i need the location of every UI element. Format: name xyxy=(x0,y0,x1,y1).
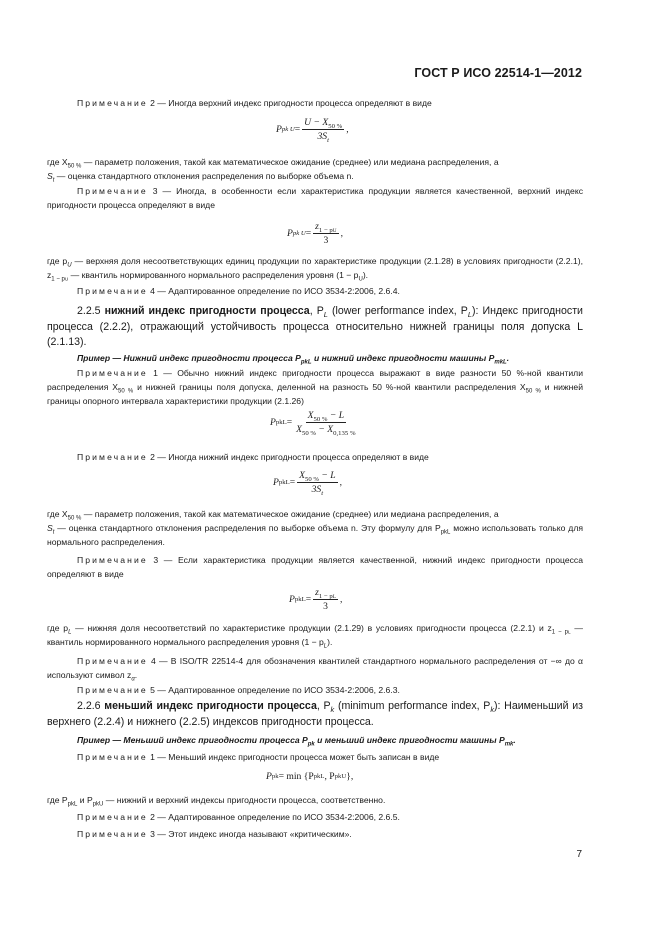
t: 1 — Меньший индекс пригодности процесса может быть записан в виде xyxy=(147,752,440,762)
t: — параметр положения, такой как математическое ожидание (среднее) или медиана распределения, а xyxy=(81,509,499,519)
t: 50 % xyxy=(67,163,82,170)
num-tail: − L xyxy=(319,470,336,481)
numerator xyxy=(313,221,338,234)
denominator xyxy=(315,130,330,142)
formula-eq: = xyxy=(289,477,296,488)
note-1-lower xyxy=(47,366,583,409)
clause-number: 2.2.6 xyxy=(77,700,101,712)
t: 2 — Адаптированное определение по ИСО 3534-2:2006, 2.6.5. xyxy=(147,812,400,822)
t: S xyxy=(47,171,53,182)
t: — нижняя доля несоответствий по характеристике продукции (2.1.29) в условиях пригодности процесса (2.2.1) и z xyxy=(71,623,552,633)
note-2-lower xyxy=(47,450,583,464)
t: 1 − p xyxy=(551,629,569,636)
den-sub: t xyxy=(327,136,329,144)
t: 50 % xyxy=(525,388,541,395)
example-2-2-5 xyxy=(47,351,583,365)
fraction xyxy=(297,470,337,495)
t: (minimum performance index, P xyxy=(334,700,491,712)
den-mid: − X xyxy=(316,424,334,435)
t: pkL xyxy=(67,801,78,808)
t: — оценка стандартного отклонения распределения по выборке объема n. xyxy=(54,171,354,182)
num-tail: − L xyxy=(327,410,345,421)
t: mk xyxy=(504,741,514,748)
note-2-upper xyxy=(47,96,583,110)
formula-ppkU-2: P pk U = $\frac{z_{1 - pU}}{3}$ , xyxy=(287,221,343,246)
t: и P xyxy=(77,795,93,805)
formula-ppkL-1: P pkL = $\frac{X_{50 \%} - L}{X_{50 \%} - X_{0,135 \%}}$ xyxy=(270,410,356,437)
t: . xyxy=(506,353,510,363)
t: 2 — Иногда нижний индекс пригодности процесса определяют в виде xyxy=(147,452,429,462)
t: pkL xyxy=(440,529,451,536)
term: нижний индекс пригодности процесса xyxy=(100,305,310,317)
formula-lhs: P xyxy=(266,771,272,782)
fraction xyxy=(302,117,344,142)
t: L xyxy=(323,643,328,650)
t: где p xyxy=(47,623,69,633)
note-text: 4 — Адаптированное определение по ИСО 3534-2:2006, 2.6.4. xyxy=(147,286,400,296)
t: , P xyxy=(309,305,324,317)
formula-ppkU-1: P pk U = $\frac{U - X_{50 \%}}{3S_t}$ , xyxy=(276,117,349,144)
t: pkL xyxy=(300,359,312,366)
t: k xyxy=(490,705,495,715)
t: где X xyxy=(47,157,68,167)
t: — верхняя доля несоответствующих единиц продукции по характеристике продукции (2.1.28) в условиях пригодности (2.2.1), z xyxy=(47,256,583,281)
t: 1 — Обычно нижний индекс пригодности процесса выражают в виде разности 50 %-ной квантили распределения X xyxy=(47,368,583,393)
formula-lhs: P xyxy=(276,124,282,135)
formula-ppkL-2: P pkL = $\frac{X_{50 \%} - L}{3S_t}$ , xyxy=(273,470,343,497)
note-text: 3 — Иногда, в особенности если характеристика продукции является качественной, верхний индекс пригодности процесса определяют в виде xyxy=(47,186,583,211)
note-label: Примечание xyxy=(77,685,148,695)
t: ): Наименьший из верхнего (2.2.4) и нижнего (2.2.5) индексов пригодности процесса. xyxy=(47,700,583,728)
formula-tail: , xyxy=(346,124,349,135)
den-text: 3S xyxy=(311,484,322,495)
num-sub: 50 % xyxy=(305,475,319,483)
t: U xyxy=(67,262,72,269)
t: pkU xyxy=(92,801,104,808)
t: и нижний индекс пригодности машины P xyxy=(311,353,495,363)
definition-2-2-5 xyxy=(47,304,583,351)
denominator xyxy=(294,423,357,435)
t: где X xyxy=(47,509,68,519)
num-text: X xyxy=(307,410,314,421)
t: α xyxy=(131,676,135,683)
note-label: Примечание xyxy=(77,98,148,108)
t: . xyxy=(134,670,138,681)
note-4-upper xyxy=(47,284,583,298)
num-sub: 50 % xyxy=(328,122,343,130)
note-label: Примечание xyxy=(77,555,148,565)
formula-lhs: P xyxy=(270,417,276,428)
den-text: X xyxy=(296,424,302,435)
t: k xyxy=(330,705,335,715)
note-3-upper xyxy=(47,184,583,212)
t: — параметр положения, такой как математическое ожидание (среднее) или медиана распределения, а xyxy=(81,157,499,167)
num-text: z xyxy=(315,221,319,232)
note-2-min xyxy=(47,810,583,824)
note-label: Примечание xyxy=(77,752,148,762)
note-text: 2 — Иногда верхний индекс пригодности процесса определяют в виде xyxy=(147,98,432,108)
t: 3 — Этот индекс иногда называют «критическим». xyxy=(147,829,352,839)
note-4-lower xyxy=(47,654,583,682)
formula-body: = min {P xyxy=(278,771,314,782)
t: Пример — Меньший индекс пригодности процесса P xyxy=(77,735,308,745)
document-code-header: ГОСТ Р ИСО 22514-1—2012 xyxy=(414,66,582,80)
t: ). xyxy=(327,637,333,648)
where-clause-1 xyxy=(47,155,583,183)
t: Пример — Нижний индекс пригодности процесса P xyxy=(77,353,301,363)
formula-tail: , xyxy=(339,477,343,488)
note-1-min xyxy=(47,750,583,764)
t: — квантиль нормированного нормального распределения уровня (1 − p xyxy=(68,270,359,281)
definition-2-2-6 xyxy=(47,699,583,730)
t: 4 — В ISO/TR 22514-4 для обозначения квантилей стандартного нормального распределения от −∞ до α используют символ z xyxy=(47,656,583,681)
num-subsub: L xyxy=(332,593,336,600)
t: 3 — Если характеристика продукции является качественной, нижний индекс пригодности процесса определяют в виде xyxy=(47,555,583,580)
num-text: z xyxy=(315,587,319,598)
den-sub: 50 % xyxy=(302,429,316,437)
t: — оценка стандартного отклонения распределения по выборке объема n. Эту формулу для P xyxy=(54,523,441,534)
t: S xyxy=(47,523,53,534)
den-sub: t xyxy=(321,489,324,497)
fraction xyxy=(294,410,357,435)
t: . xyxy=(513,735,516,745)
t: L xyxy=(323,310,328,320)
denominator xyxy=(310,483,325,495)
formula-lhs: P xyxy=(273,477,279,488)
fraction xyxy=(313,587,338,612)
t: t xyxy=(52,529,55,536)
t: (lower performance index, P xyxy=(327,305,468,317)
num-sub: 50 % xyxy=(313,415,328,423)
t: 1 − p xyxy=(51,276,65,283)
formula-tail: , xyxy=(340,228,343,239)
note-3-lower xyxy=(47,553,583,581)
note-label: Примечание xyxy=(77,286,148,296)
formula-eq: = xyxy=(305,228,312,239)
t: , P xyxy=(316,700,331,712)
t: t xyxy=(52,177,55,184)
t: U xyxy=(358,276,363,283)
page-number: 7 xyxy=(576,849,582,860)
formula-tail: }, xyxy=(346,771,354,782)
t: L xyxy=(68,629,72,636)
note-3-min xyxy=(47,827,583,841)
t: и нижней границы поля допуска, деленной на разность 50 %-ной квантили распределения X xyxy=(133,382,526,393)
denominator: 3 xyxy=(323,235,329,246)
t: и нижней границы опорного интервала характеристики продукции (2.1.26) xyxy=(47,382,583,407)
numerator xyxy=(302,117,344,130)
note-label: Примечание xyxy=(77,829,148,839)
t: L xyxy=(568,630,571,636)
formula-eq: = xyxy=(305,594,312,605)
t: U xyxy=(64,277,69,283)
formula-lhs: P xyxy=(289,594,295,605)
t: где P xyxy=(47,795,68,805)
t: pk xyxy=(307,741,315,748)
t: 50 % xyxy=(67,515,82,522)
note-label: Примечание xyxy=(77,656,148,666)
t: ): Индекс пригодности процесса (2.2.2), отражающий устойчивость процесса относительно нижней границы поля допуска L (2.1.13). xyxy=(47,305,583,348)
note-label: Примечание xyxy=(77,186,148,196)
num-subsub: U xyxy=(332,227,337,234)
t: L xyxy=(467,310,472,320)
example-2-2-6 xyxy=(47,733,583,747)
formula-eq: = xyxy=(294,124,301,135)
formula-ppk-min: P pk = min {P pkL , P pkU }, xyxy=(266,771,354,782)
t: — квантиль нормированного нормального распределения уровня (1 − p xyxy=(47,623,583,648)
formula-mid: , P xyxy=(324,771,335,782)
formula-tail: , xyxy=(339,594,343,605)
t: ). xyxy=(362,270,369,281)
clause-number: 2.2.5 xyxy=(77,305,101,317)
t: и меньший индекс пригодности машины P xyxy=(314,735,505,745)
formula-eq: = xyxy=(286,417,293,428)
t: 50 % xyxy=(118,388,134,395)
note-label: Примечание xyxy=(77,452,148,462)
note-label: Примечание xyxy=(77,812,148,822)
den-text: 3S xyxy=(317,131,328,142)
numerator xyxy=(297,470,337,483)
t: 5 — Адаптированное определение по ИСО 3534-2:2006, 2.6.3. xyxy=(147,685,400,695)
t: mkL xyxy=(494,359,507,366)
den-sub2: 0,135 % xyxy=(333,429,356,437)
where-clause-4 xyxy=(47,621,583,649)
num-sub: 1 − p xyxy=(318,226,333,234)
where-clause-3 xyxy=(47,507,583,550)
formula-ppkL-3: P pkL = $\frac{z_{1 - pL}}{3}$ , xyxy=(289,587,343,612)
numerator xyxy=(306,410,346,423)
where-clause-2 xyxy=(47,254,583,282)
fraction xyxy=(313,221,338,246)
note-5-lower xyxy=(47,683,583,697)
where-clause-5 xyxy=(47,793,583,807)
num-text: X xyxy=(299,470,305,481)
formula-lhs: P xyxy=(287,228,293,239)
t: где p xyxy=(47,256,68,266)
t: — нижний и верхний индексы пригодности процесса, соответственно. xyxy=(103,795,386,805)
t: можно использовать только для нормального распределения. xyxy=(47,523,583,548)
denominator: 3 xyxy=(323,601,328,612)
num-sub: 1 − p xyxy=(318,592,333,600)
num-text: U − X xyxy=(304,117,329,128)
numerator xyxy=(313,587,338,600)
term: меньший индекс пригодности процесса xyxy=(100,700,317,712)
note-label: Примечание xyxy=(77,368,148,378)
